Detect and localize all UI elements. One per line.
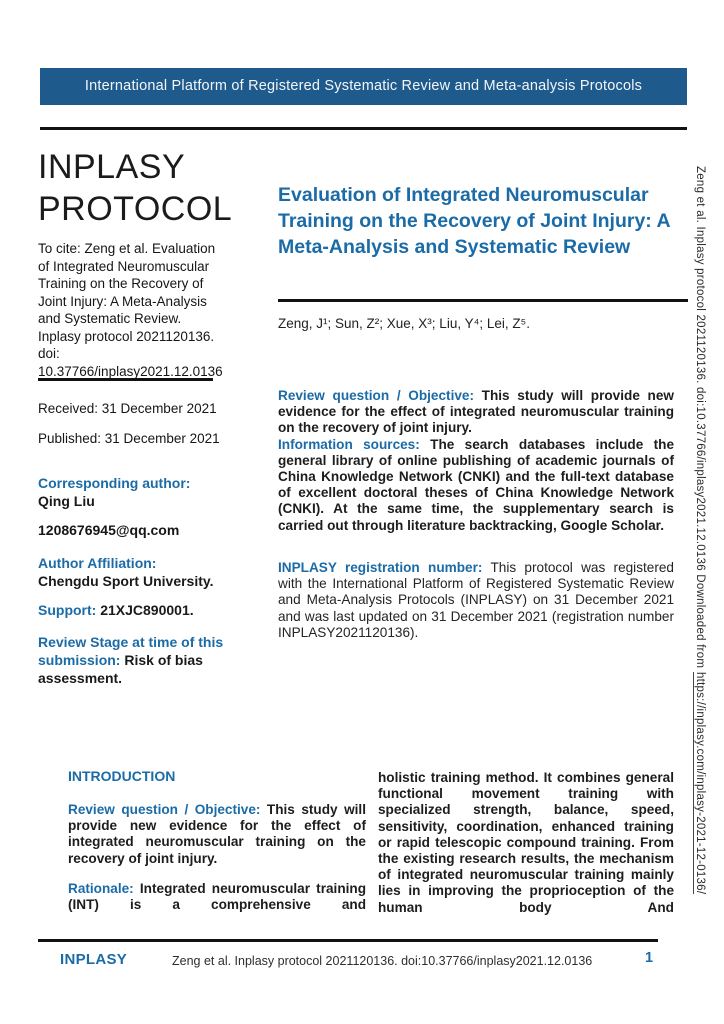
received-date: Received: 31 December 2021 <box>38 401 217 416</box>
masthead-line2: PROTOCOL <box>38 190 233 228</box>
author-email-link[interactable]: 1208676945@qq.com <box>38 522 180 538</box>
review-question-text: This study will provide new evidence for the effect of integrated neuromuscular training on the recovery of joint injury. <box>278 388 674 436</box>
footer-divider <box>38 939 658 942</box>
article-title: Evaluation of Integrated Neuromuscular Training on the Recovery of Joint Injury: A Meta-Analysis and Systematic Review <box>278 184 670 258</box>
page-number: 1 <box>645 950 654 966</box>
left-column-divider <box>38 378 213 381</box>
review-stage-value: Risk of bias assessment. <box>38 652 203 686</box>
footer-brand: INPLASY <box>60 951 128 968</box>
introduction-col1-para1 <box>68 802 366 867</box>
sidebar-citation-text: Zeng et al. Inplasy protocol 2021120136. doi:10.37766/inplasy2021.12.0136 Downloaded from <box>694 166 706 672</box>
corresponding-author-name: Qing Liu <box>38 493 95 509</box>
information-sources-text: The search databases include the general library of online publishing of academic journals of China Knowledge Network (CNKI) and the full-text database of excellent doctoral theses of China Knowledge Network (CNKI). At the same time, the supplementary search is carried out through literature backtracking, Google Scholar. <box>278 436 675 533</box>
support-block <box>38 601 236 619</box>
affiliation-block <box>38 554 236 590</box>
affiliation-value: Chengdu Sport University. <box>38 573 214 589</box>
masthead-logo <box>38 146 232 230</box>
masthead-line1: INPLASY <box>38 148 186 186</box>
introduction-col1-para2 <box>68 881 366 913</box>
corresponding-author-block <box>38 474 236 510</box>
review-stage-label: Review Stage at time of this submission: <box>38 634 224 668</box>
footer-citation: Zeng et al. Inplasy protocol 2021120136. doi:10.37766/inplasy2021.12.0136 <box>172 954 593 968</box>
support-value: 21XJC890001. <box>100 602 194 618</box>
review-question-label: Review question / Objective: <box>278 388 474 403</box>
title-divider <box>278 299 688 302</box>
published-date: Published: 31 December 2021 <box>38 431 220 446</box>
rationale-label: Rationale: <box>68 881 134 896</box>
author-list: Zeng, J¹; Sun, Z²; Xue, X³; Liu, Y⁴; Lei, Z⁵. <box>278 316 530 331</box>
sidebar-running-head <box>694 166 706 1018</box>
introduction-col2-para: holistic training method. It combines general functional movement training with specialized strength, balance, speed, sensitivity, coordination, enhanced training or rapid telescopic compound training. From the existing research results, the mechanism of integrated neuromuscular training mainly lies in improving the proprioception of the human body And <box>378 770 674 915</box>
citation-block: To cite: Zeng et al. Evaluation of Integrated Neuromuscular Training on the Recovery of Joint Injury: A Meta-Analysis and Systematic Review. Inplasy protocol 2021120136. doi: 10.37766/inplasy2021.12.0136 <box>38 241 223 379</box>
intro-review-question-text: This study will provide new evidence for the effect of integrated neuromuscular training on the recovery of joint injury. <box>68 802 366 866</box>
header-divider <box>40 127 687 130</box>
platform-banner: International Platform of Registered Systematic Review and Meta-analysis Protocols <box>40 68 687 105</box>
corresponding-author-label: Corresponding author: <box>38 475 191 491</box>
registration-text: This protocol was registered with the International Platform of Registered Systematic Review and Meta-Analysis Protocols (INPLASY) on 31 December 2021 and was last updated on 31 December 2021 (registration number INPLASY2021120136). <box>278 560 674 640</box>
sidebar-download-link[interactable]: https://inplasy.com/inplasy-2021-12-0136/ <box>694 671 706 894</box>
rationale-text: Integrated neuromuscular training (INT) is a comprehensive and <box>68 881 367 913</box>
support-label: Support: <box>38 602 97 618</box>
registration-block <box>278 560 674 641</box>
introduction-heading: INTRODUCTION <box>68 768 176 784</box>
information-sources-label: Information sources: <box>278 436 420 452</box>
abstract-block <box>278 388 674 534</box>
author-email-block <box>38 521 236 539</box>
review-stage-block <box>38 633 236 687</box>
affiliation-label: Author Affiliation: <box>38 555 157 571</box>
intro-review-question-label: Review question / Objective: <box>68 802 261 817</box>
registration-label: INPLASY registration number: <box>278 560 483 575</box>
